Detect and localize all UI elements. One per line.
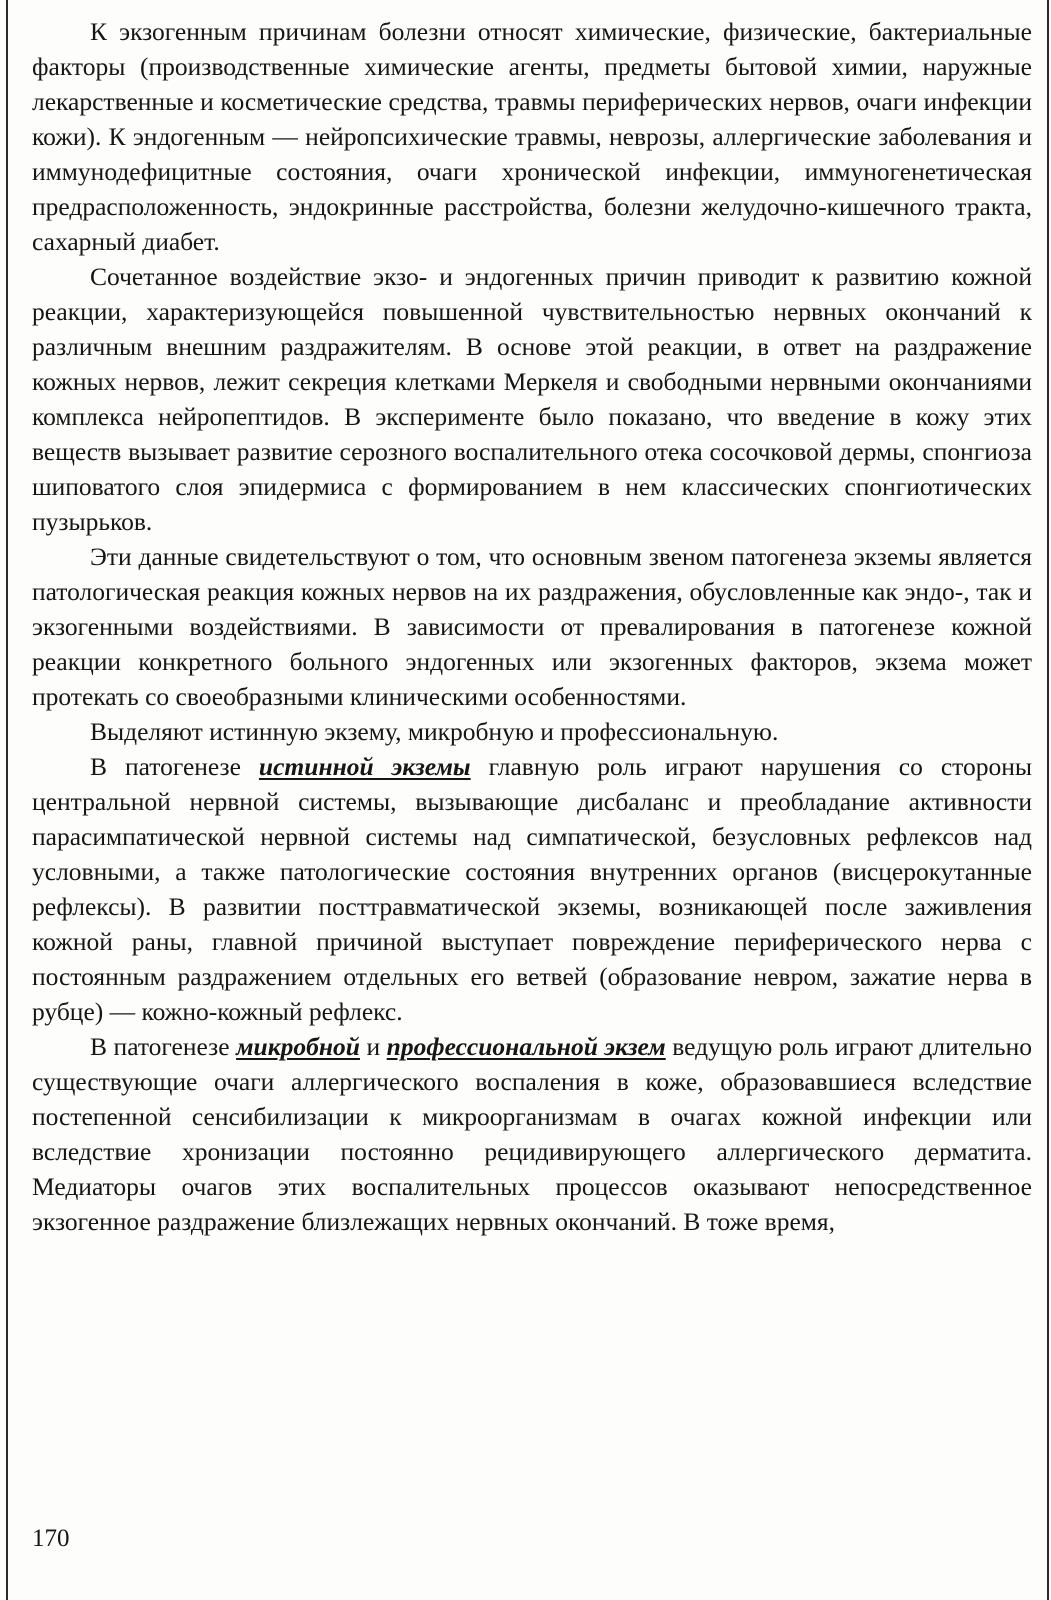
microbial-body: ведущую роль играют длительно существующие очаги аллергического воспаления в коже, образовавшиеся вследствие постепенной сенсибилизации к микроорганизмам в очагах кожной инфекции или вследствие хронизации постоянно рецидивирующего аллергического дерматита. Медиаторы очагов этих воспалительных процессов оказывают непосредственное экзогенное раздражение близлежащих нервных окончаний. В тоже время, [32,1032,1032,1236]
term-professional-eczema: профессиональной экзем [386,1032,666,1061]
paragraph-pathogenesis-link: Эти данные свидетельствуют о том, что основным звеном патогенеза экземы является патологическая реакция кожных нервов на их раздражения, обусловленные как эндо-, так и экзогенными воздействиями. В зависимости от превалирования в патогенезе кожной реакции конкретного больного эндогенных или экзогенных факторов, экзема может протекать со своеобразными клиническими особенностями. [32,542,1032,711]
paragraph-exogenous-causes: К экзогенным причинам болезни относят химические, физические, бактериальные факторы (производственные химические агенты, предметы бытовой химии, наружные лекарственные и косметические средства, травмы периферических нервов, очаги инфекции кожи). К эндогенным — нейропсихические травмы, неврозы, аллергические заболевания и иммунодефицитные состояния, очаги хронической инфекции, иммуногенетическая предрасположенность, эндокринные расстройства, болезни желудочно-кишечного тракта, сахарный диабет. [32,17,1032,256]
page-number: 170 [32,1525,70,1552]
term-true-eczema: истинной экземы [258,752,471,781]
paragraph-microbial-professional [32,1029,1032,1239]
microbial-conjunction: и [359,1032,387,1061]
body-text [32,14,1032,1239]
microbial-lead: В патогенезе [90,1032,237,1061]
paragraph-true-eczema [32,749,1032,1029]
paragraph-combined-effect: Сочетанное воздействие экзо- и эндогенных причин приводит к развитию кожной реакции, характеризующейся повышенной чувствительностью нервных окончаний к различным внешним раздражителям. В основе этой реакции, в ответ на раздражение кожных нервов, лежит секреция клетками Меркеля и свободными нервными окончаниями комплекса нейропептидов. В эксперименте было показано, что введение в кожу этих веществ вызывает развитие серозного воспалительного отека сосочковой дермы, спонгиоза шиповатого слоя эпидермиса с формированием в нем классических спонгиотических пузырьков. [32,262,1032,536]
term-microbial: микробной [236,1032,360,1061]
paragraph-eczema-types: Выделяют истинную экзему, микробную и профессиональную. [90,717,779,746]
page-left-edge [6,0,8,1600]
page-right-edge [1047,0,1049,1600]
true-eczema-lead: В патогенезе [90,752,259,781]
true-eczema-body: главную роль играют нарушения со стороны центральной нервной системы, вызывающие дисбаланс и преобладание активности парасимпатической нервной системы над симпатической, безусловных рефлексов над условными, а также патологические состояния внутренних органов (висцерокутанные рефлексы). В развитии посттравматической экземы, возникающей после заживления кожной раны, главной причиной выступает повреждение периферического нерва с постоянным раздражением отдельных его ветвей (образование невром, зажатие нерва в рубце) — кожно-кожный рефлекс. [32,752,1032,1026]
